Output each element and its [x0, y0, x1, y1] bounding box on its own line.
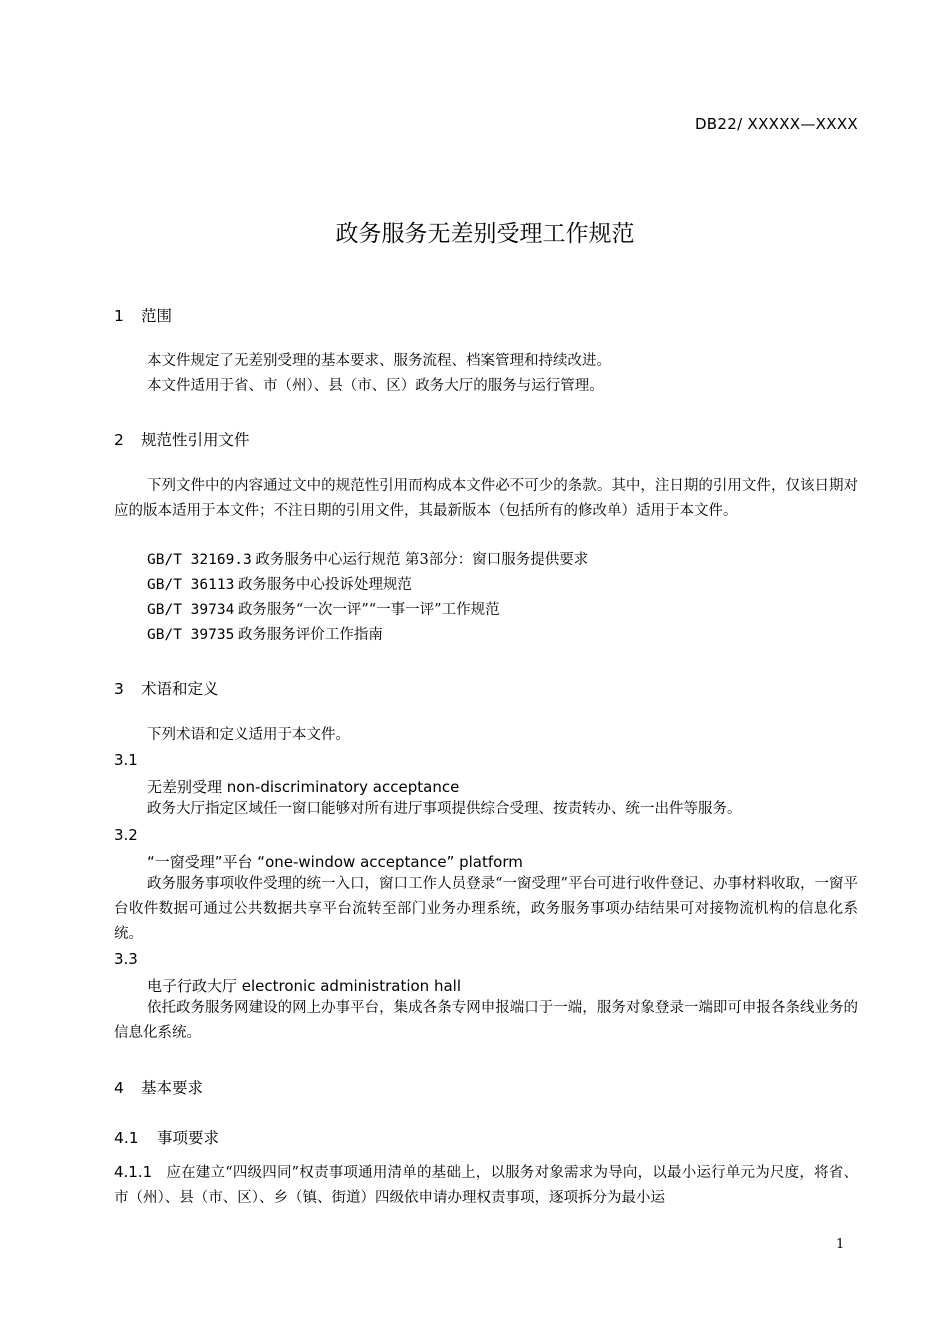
section-3-heading	[114, 677, 219, 699]
normative-reference	[147, 548, 588, 569]
term-name: 无差别受理 non-discriminatory acceptance	[147, 778, 460, 796]
section-number: 1	[114, 307, 124, 325]
section-title: 规范性引用文件	[141, 431, 250, 449]
reference-title: 政务服务中心投诉处理规范	[237, 577, 412, 593]
page-number: 1	[836, 1237, 845, 1252]
term-number: 3.1	[114, 751, 138, 769]
section-number: 3	[114, 680, 124, 698]
term-number: 3.3	[114, 950, 138, 968]
section-1-heading	[114, 304, 172, 326]
term-name: 电子行政大厅 electronic administration hall	[147, 977, 461, 995]
term-name: “一窗受理”平台 “one-window acceptance” platform	[147, 853, 523, 871]
reference-code: GB/T 32169.3	[147, 552, 252, 568]
clause-4-1-1	[114, 1160, 858, 1211]
reference-code: GB/T 39735	[147, 627, 235, 643]
document-number: DB22/ XXXXX—XXXX	[694, 115, 858, 133]
term-definition: 政务服务事项收件受理的统一入口，窗口工作人员登录“一窗受理”平台可进行收件登记、办事材料收取，一窗平台收件数据可通过公共数据共享平台流转至部门业务办理系统，政务服务事项办结结果可对接物流机构的信息化系统。	[114, 876, 858, 942]
paragraph: 下列术语和定义适用于本文件。	[147, 727, 350, 743]
section-number: 2	[114, 431, 124, 449]
term-number: 3.2	[114, 826, 138, 844]
subsection-title: 事项要求	[157, 1129, 220, 1147]
reference-title: 政务服务“一次一评”“一事一评”工作规范	[237, 602, 500, 618]
section-title: 范围	[141, 307, 173, 325]
section-2-heading	[114, 428, 250, 450]
paragraph: 下列文件中的内容通过文中的规范性引用而构成本文件必不可少的条款。其中，注日期的引用文件，仅该日期对应的版本适用于本文件；不注日期的引用文件，其最新版本（包括所有的修改单）适用于本文件。	[114, 478, 858, 519]
page-title: 政务服务无差别受理工作规范	[335, 221, 635, 247]
normative-reference	[147, 598, 500, 619]
section-4-heading	[114, 1076, 203, 1098]
subsection-4-1-heading	[114, 1126, 219, 1148]
subsection-number: 4.1	[114, 1129, 139, 1147]
section-number: 4	[114, 1079, 124, 1097]
clause-number: 4.1.1	[114, 1163, 153, 1181]
normative-reference	[147, 623, 383, 644]
paragraph: 本文件规定了无差别受理的基本要求、服务流程、档案管理和持续改进。	[147, 353, 611, 369]
section-title: 术语和定义	[141, 680, 219, 698]
section-title: 基本要求	[141, 1079, 204, 1097]
term-definition: 依托政务服务网建设的网上办事平台，集成各条专网申报端口于一端，服务对象登录一端即可申报各条线业务的信息化系统。	[114, 1000, 858, 1041]
reference-code: GB/T 36113	[147, 577, 235, 593]
paragraph: 本文件适用于省、市（州）、县（市、区）政务大厅的服务与运行管理。	[147, 378, 604, 394]
reference-title: 政务服务中心运行规范 第3部分：窗口服务提供要求	[255, 552, 589, 568]
reference-code: GB/T 39734	[147, 602, 235, 618]
reference-title: 政务服务评价工作指南	[237, 627, 383, 643]
normative-reference	[147, 573, 412, 594]
clause-text: 应在建立“四级四同”权责事项通用清单的基础上，以服务对象需求为导向，以最小运行单元为尺度，将省、市（州）、县（市、区）、乡（镇、街道）四级依申请办理权责事项，逐项拆分为最小运	[114, 1165, 858, 1206]
term-definition: 政务大厅指定区域任一窗口能够对所有进厅事项提供综合受理、按责转办、统一出件等服务。	[147, 801, 742, 817]
